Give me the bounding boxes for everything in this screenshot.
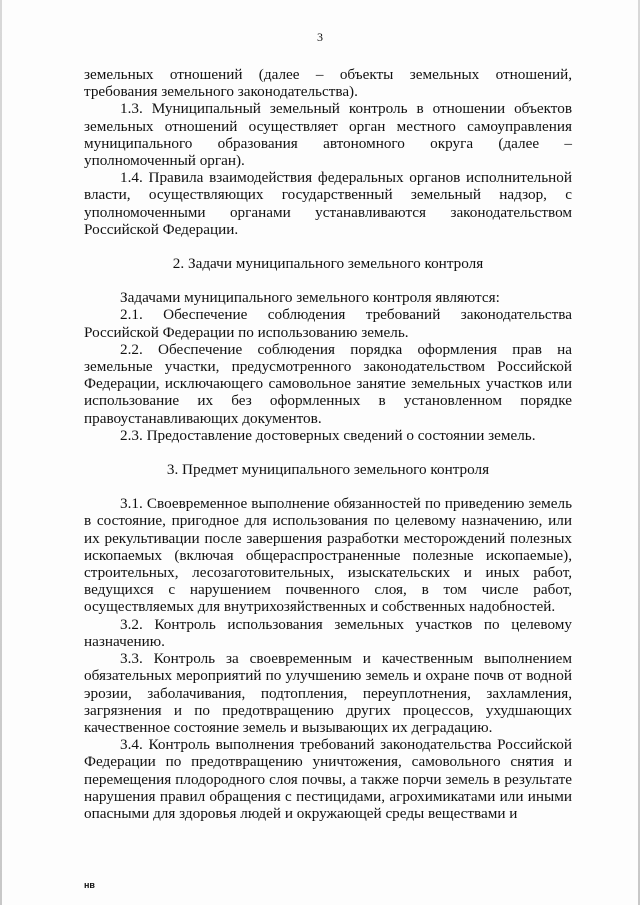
scan-edge-left — [0, 0, 2, 905]
document-body — [84, 66, 572, 822]
paragraph-tasks-intro: Задачами муниципального земельного контроля являются: — [120, 289, 500, 307]
paragraph-continuation: земельных отношений (далее – объекты земельных отношений, требования земельного законодательства). — [84, 66, 572, 101]
paragraph-1-3: 1.3. Муниципальный земельный контроль в отношении объектов земельных отношений осуществляет орган местного самоуправления муниципального образования автономного округа (далее – уполномоченный орган). — [84, 100, 572, 170]
paragraph-2-3: 2.3. Предоставление достоверных сведений о состоянии земель. — [120, 426, 536, 444]
paragraph-2-1: 2.1. Обеспечение соблюдения требований законодательства Российской Федерации по использованию земель. — [84, 306, 572, 341]
section-3-heading: 3. Предмет муниципального земельного контроля — [166, 461, 490, 479]
paragraph-2-2: 2.2. Обеспечение соблюдения порядка оформления прав на земельные участки, предусмотренного законодательством Российской Федерации, исключающего самовольное занятие земельных участков или использование их без оформленных в установленном порядке правоустанавливающих документов. — [84, 340, 572, 427]
page-number: 3 — [317, 30, 323, 44]
paragraph-3-1: 3.1. Своевременное выполнение обязанностей по приведению земель в состояние, пригодное для использования по целевому назначению, или их рекультивации после завершения разработки месторождений полезных ископаемых (включая общераспространенные полезные ископаемые), строительных, лесозаготовительных, изыскательских и иных работ, ведущихся с нарушением почвенного слоя, в том числе работ, осуществляемых для внутрихозяйственных и собственных надобностей. — [84, 495, 572, 616]
paragraph-3-2: 3.2. Контроль использования земельных участков по целевому назначению. — [84, 615, 572, 650]
section-2-heading: 2. Задачи муниципального земельного контроля — [172, 255, 484, 273]
paragraph-3-4: 3.4. Контроль выполнения требований законодательства Российской Федерации по предотвращению уничтожения, самовольного снятия и перемещения плодородного слоя почвы, а также порчи земель в результате нарушения правил обращения с пестицидами, агрохимикатами или иными опасными для здоровья людей и окружающей среды веществами и — [84, 736, 572, 822]
paragraph-3-3: 3.3. Контроль за своевременным и качественным выполнением обязательных мероприятий по улучшению земель и охране почв от водной эрозии, заболачивания, подтопления, переуплотнения, захламления, загрязнения и по предотвращению других процессов, ухудшающих качественное состояние земель и вызывающих их деградацию. — [84, 650, 572, 736]
paragraph-1-4: 1.4. Правила взаимодействия федеральных органов исполнительной власти, осуществляющих государственный земельный надзор, с уполномоченными органами устанавливаются законодательством Российской Федерации. — [84, 169, 572, 238]
footer-initials: нв — [84, 880, 95, 890]
